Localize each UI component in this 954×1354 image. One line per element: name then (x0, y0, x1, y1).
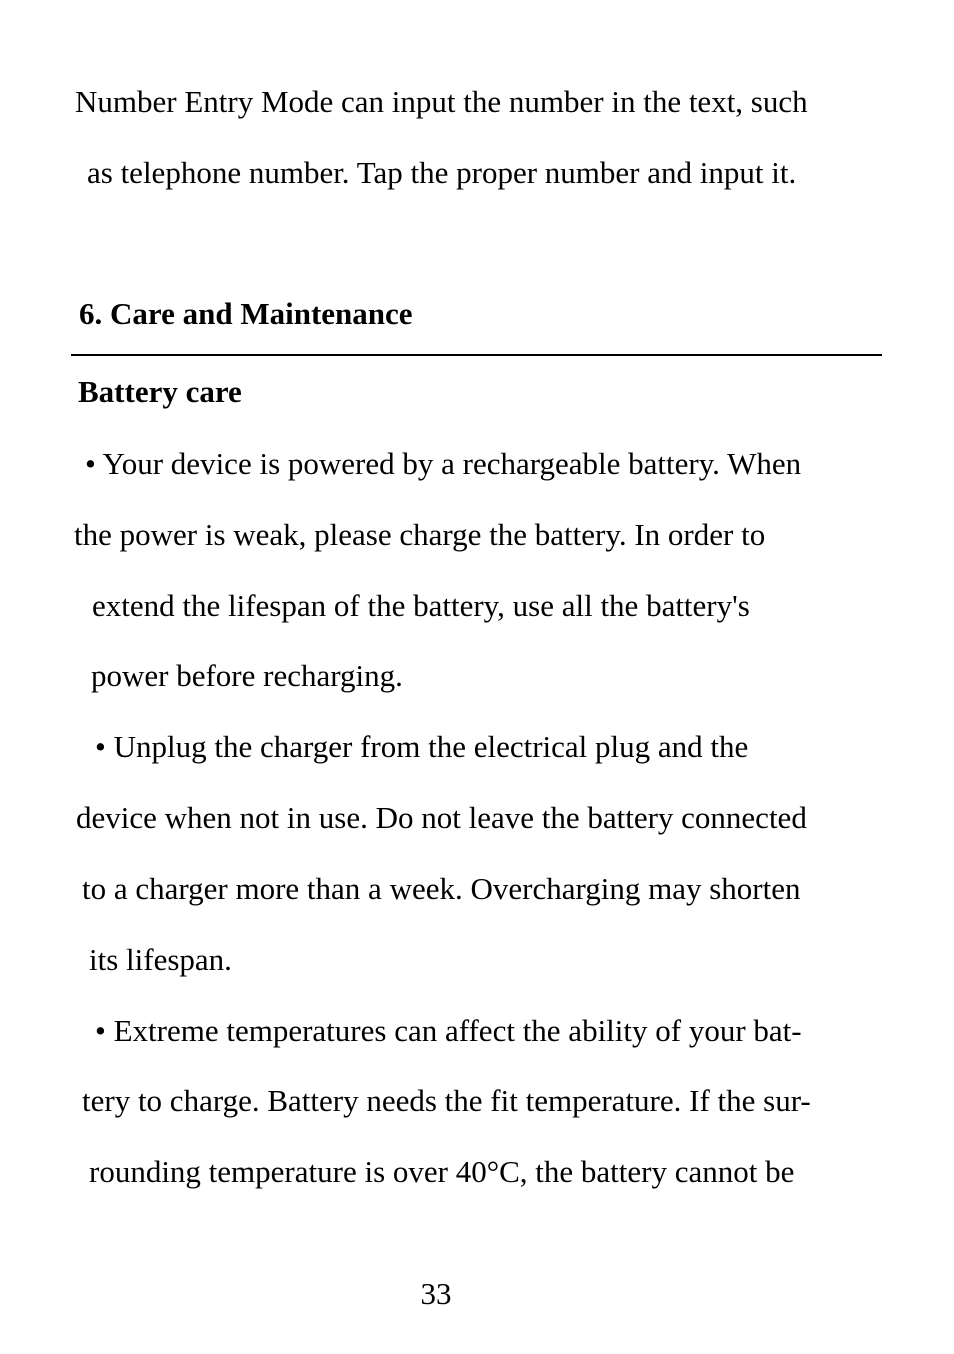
intro-line-2: as telephone number. Tap the proper number and input it. (87, 155, 797, 190)
intro-line-1: Number Entry Mode can input the number in the text, such (75, 84, 808, 119)
bullet-line: extend the lifespan of the battery, use all the battery's (92, 588, 750, 623)
bullet-line: • Your device is powered by a rechargeable battery. When (85, 446, 802, 481)
bullet-line: the power is weak, please charge the battery. In order to (74, 517, 766, 552)
page-number: 33 (420, 1276, 452, 1311)
bullet-line: • Extreme temperatures can affect the ability of your bat- (95, 1013, 802, 1048)
bullet-line: rounding temperature is over 40°C, the battery cannot be (89, 1154, 795, 1189)
bullet-line: to a charger more than a week. Overcharging may shorten (82, 871, 801, 906)
section-subtitle: Battery care (78, 374, 242, 409)
section-title: 6. Care and Maintenance (79, 296, 413, 331)
bullet-line: its lifespan. (89, 942, 232, 977)
bullet-line: power before recharging. (91, 658, 403, 693)
bullet-line: device when not in use. Do not leave the battery connected (76, 800, 807, 835)
section-divider (71, 354, 882, 356)
bullet-line: • Unplug the charger from the electrical plug and the (95, 729, 749, 764)
bullet-line: tery to charge. Battery needs the fit temperature. If the sur- (82, 1083, 811, 1118)
